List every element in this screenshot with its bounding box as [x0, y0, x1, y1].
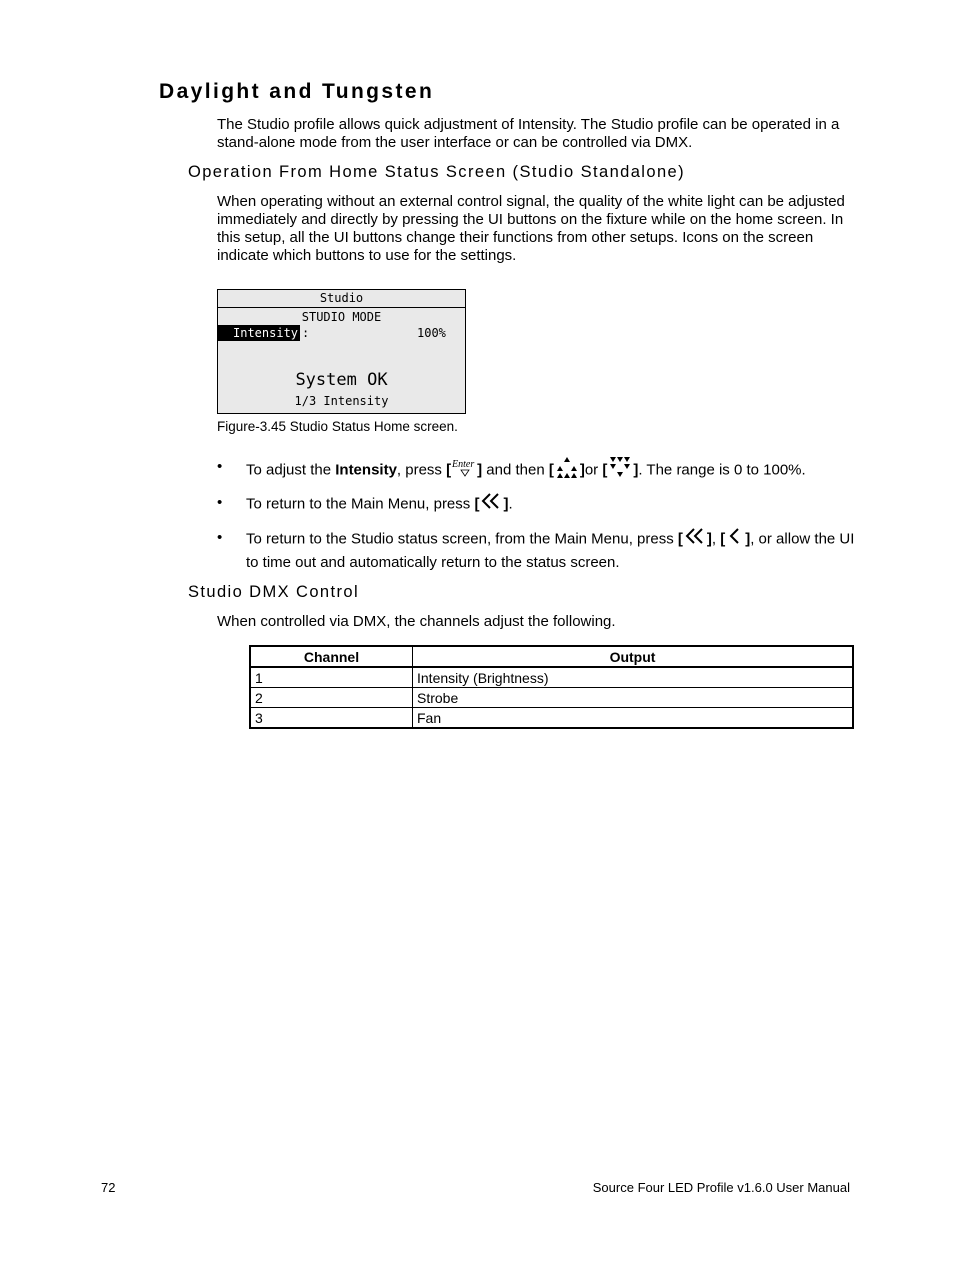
dmx-paragraph: When controlled via DMX, the channels adjust the following.	[217, 613, 616, 630]
bullet-text: ,	[711, 530, 721, 548]
section-title-dmx: Studio DMX Control	[188, 583, 360, 601]
bullet-main-menu: To return to the Main Menu, press [ ].	[246, 492, 861, 517]
lcd-page-indicator: 1/3 Intensity	[294, 394, 389, 408]
lcd-colon: :	[302, 326, 310, 340]
bullet-text: To adjust the	[246, 461, 336, 479]
table-header-channel: Channel	[250, 646, 413, 667]
bullet-text: and then	[482, 461, 549, 479]
double-chevron-left-icon	[683, 527, 707, 552]
bullet-text: , or allow the UI to time out and automatically return to the status screen.	[246, 530, 855, 571]
down-arrows-icon	[607, 456, 633, 485]
bullet-bold: Intensity	[335, 461, 397, 479]
table-row	[250, 708, 853, 729]
bullet-text: or	[584, 461, 603, 479]
table-cell-output: Strobe	[413, 688, 854, 708]
table-row	[250, 688, 853, 708]
bullet-text: . The range is 0 to 100%.	[638, 461, 806, 479]
page-number: 72	[101, 1180, 116, 1195]
table-cell-output: Fan	[413, 708, 854, 729]
bullet-text: , press	[396, 461, 447, 479]
lcd-intensity-label: Intensity	[218, 325, 300, 341]
page-heading: Daylight and Tungsten	[159, 80, 435, 103]
enter-icon	[451, 457, 477, 484]
up-arrows-icon	[554, 456, 580, 485]
bullet-text: To return to the Studio status screen, from the Main Menu, press	[246, 530, 678, 548]
table-cell-channel: 2	[250, 688, 413, 708]
studio-status-screen	[217, 289, 466, 414]
standalone-paragraph: When operating without an external control signal, the quality of the white light can be adjusted immediately and directly by pressing the UI buttons on the fixture while on the home screen. In this setup, all the UI buttons change their functions from other setups. Icons on the screen indicate which buttons to use for the settings.	[217, 193, 845, 264]
bullet-adjust-intensity: To adjust the Intensity, press [ Enter ] and then [ ]or [ ]. The range is 0 to 100%.	[246, 456, 861, 485]
table-cell-output: Intensity (Brightness)	[413, 667, 854, 688]
chevron-left-icon	[725, 527, 745, 552]
table-header-row	[250, 646, 853, 667]
lcd-status: System OK	[295, 370, 388, 390]
table-cell-channel: 3	[250, 708, 413, 729]
bullet-text: .	[508, 495, 513, 513]
svg-text:Enter: Enter	[452, 459, 475, 470]
table-row	[250, 667, 853, 688]
lcd-intensity-value: 100%	[417, 326, 446, 340]
section-title-standalone: Operation From Home Status Screen (Studio Standalone)	[188, 163, 685, 181]
dmx-channel-table	[249, 645, 854, 729]
bullet-text: To return to the Main Menu, press	[246, 495, 475, 513]
bullet-marker: •	[217, 458, 223, 475]
lcd-mode: STUDIO MODE	[301, 310, 382, 324]
figure-caption: Figure-3.45 Studio Status Home screen.	[217, 419, 458, 434]
document-title: Source Four LED Profile v1.6.0 User Manual	[592, 1180, 850, 1195]
intro-paragraph: The Studio profile allows quick adjustment of Intensity. The Studio profile can be operated in a stand-alone mode from the user interface or can be controlled via DMX.	[217, 116, 840, 151]
lcd-title: Studio	[218, 290, 465, 308]
table-cell-channel: 1	[250, 667, 413, 688]
table-header-output: Output	[413, 646, 854, 667]
double-chevron-left-icon	[479, 492, 503, 517]
bullet-studio-status: To return to the Studio status screen, from the Main Menu, press [ ], [ ], or allow the UI to time out and automatically return to the status screen.	[246, 527, 861, 574]
bullet-marker: •	[217, 494, 223, 511]
bullet-marker: •	[217, 529, 223, 546]
